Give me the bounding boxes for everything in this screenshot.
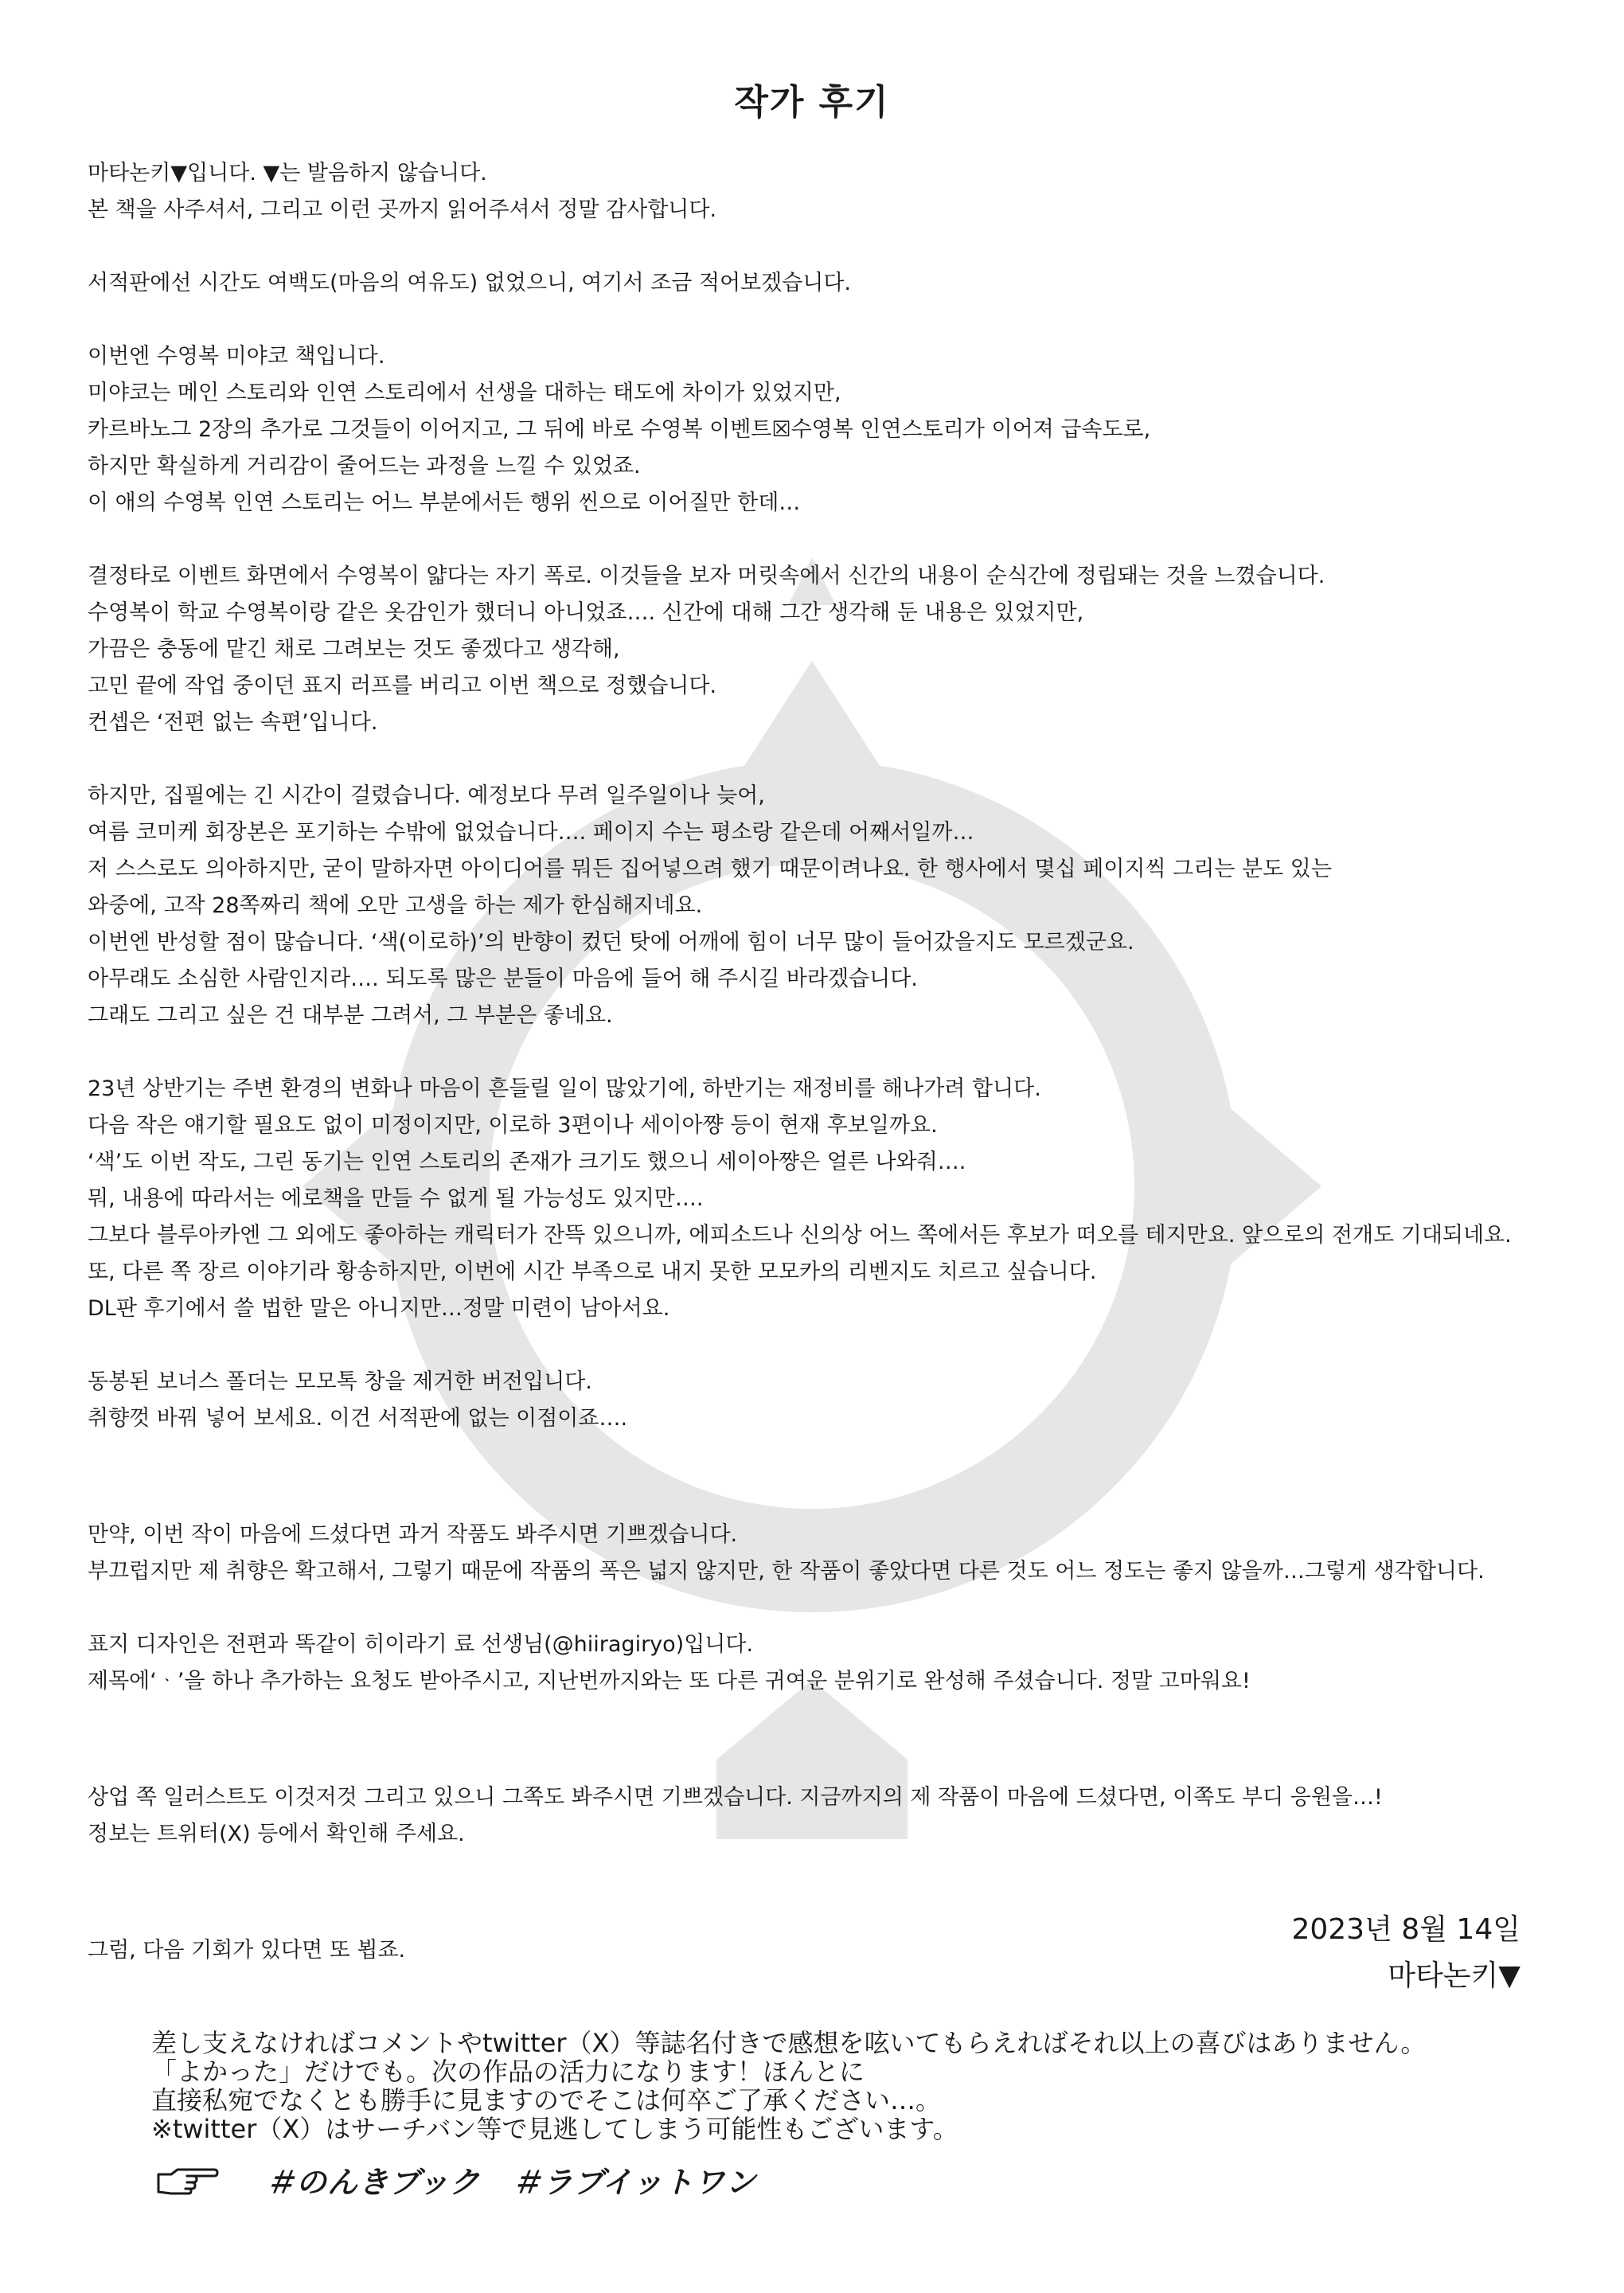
text-line: 취향껏 바꿔 넣어 보세요. 이건 서적판에 없는 이점이죠…. — [88, 1406, 628, 1431]
paragraph — [88, 558, 1584, 741]
text-line: 하지만 확실하게 거리감이 줄어드는 과정을 느낄 수 있었죠. — [88, 454, 641, 479]
note-line: 直接私宛でなくとも勝手に見ますのでそこは何卒ご了承ください…。 — [151, 2085, 942, 2115]
signoff-date: 2023년 8월 14일 — [1291, 1913, 1521, 1946]
paragraph — [88, 1627, 1584, 1700]
japanese-note — [151, 2029, 1584, 2143]
text-line: 이 애의 수영복 인연 스토리는 어느 부분에서든 행위 씬으로 이어질만 한데… — [88, 490, 801, 515]
pointing-hand-icon — [155, 2163, 219, 2195]
paragraph — [88, 265, 1584, 302]
text-line: 마타논키▼입니다. ▼는 발음하지 않습니다. — [88, 161, 487, 186]
text-line: 카르바노그 2장의 추가로 그것들이 이어지고, 그 뒤에 바로 수영복 이벤트☒수영복 인연스토리가 이어져 급속도로, — [88, 417, 1151, 442]
text-line: 서적판에선 시간도 여백도(마음의 여유도) 없었으니, 여기서 조금 적어보겠습니다. — [88, 271, 852, 295]
text-line: 가끔은 충동에 맡긴 채로 그려보는 것도 좋겠다고 생각해, — [88, 637, 620, 662]
hashtag-row — [155, 2159, 756, 2199]
text-line: 하지만, 집필에는 긴 시간이 걸렸습니다. 예정보다 무려 일주일이나 늦어, — [88, 783, 765, 808]
text-line: 결정타로 이벤트 화면에서 수영복이 얇다는 자기 폭로. 이것들을 보자 머릿속에서 신간의 내용이 순식간에 정립돼는 것을 느꼈습니다. — [88, 564, 1325, 588]
text-line: 미야코는 메인 스토리와 인연 스토리에서 선생을 대하는 태도에 차이가 있었지만, — [88, 381, 841, 405]
paragraph — [88, 1779, 1584, 1853]
text-line: 컨셉은 ‘전편 없는 속편’입니다. — [88, 710, 378, 735]
page-title: 작가 후기 — [734, 82, 890, 123]
paragraph — [88, 1071, 1584, 1327]
note-line: ※twitter（X）はサーチバン等で見逃してしまう可能性もございます。 — [151, 2114, 958, 2144]
text-line: DL판 후기에서 쓸 법한 말은 아니지만…정말 미련이 남아서요. — [88, 1296, 670, 1321]
text-line: 뭐, 내용에 따라서는 에로책을 만들 수 없게 될 가능성도 있지만…. — [88, 1186, 704, 1211]
note-line: 「よかった」だけでも。次の作品の活力になります！ほんとに — [151, 2057, 865, 2087]
text-line: 아무래도 소심한 사람인지라…. 되도록 많은 분들이 마음에 들어 해 주시길 바라겠습니다. — [88, 967, 918, 991]
text-line: 이번엔 수영복 미야코 책입니다. — [88, 344, 385, 369]
paragraph — [88, 1517, 1584, 1590]
text-line: 동봉된 보너스 폴더는 모모톡 창을 제거한 버전입니다. — [88, 1369, 592, 1394]
paragraph — [88, 155, 1584, 229]
text-line: 그럼, 다음 기회가 있다면 또 뵙죠. — [88, 1938, 406, 1963]
text-line: 만약, 이번 작이 마음에 드셨다면 과거 작품도 봐주시면 기쁘겠습니다. — [88, 1522, 738, 1547]
text-line: 정보는 트위터(X) 등에서 확인해 주세요. — [88, 1822, 465, 1846]
note-line: 差し支えなければコメントやtwitter（X）等誌名付きで感想を呟いてもらえればそれ以上の喜びはありません。 — [151, 2028, 1427, 2058]
text-line: 제목에‘ᆞ’을 하나 추가하는 요청도 받아주시고, 지난번까지와는 또 다른 귀여운 분위기로 완성해 주셨습니다. 정말 고마워요! — [88, 1669, 1251, 1693]
text-line: 고민 끝에 작업 중이던 표지 러프를 버리고 이번 책으로 정했습니다. — [88, 674, 717, 698]
text-line: 다음 작은 얘기할 필요도 없이 미정이지만, 이로하 3편이나 세이아쨩 등이 현재 후보일까요. — [88, 1113, 938, 1138]
paragraph — [88, 338, 1584, 521]
text-line: 본 책을 사주셔서, 그리고 이런 곳까지 읽어주셔서 정말 감사합니다. — [88, 197, 717, 222]
text-line: 이번엔 반성할 점이 많습니다. ‘색(이로하)’의 반향이 컸던 탓에 어깨에 힘이 너무 많이 들어갔을지도 모르겠군요. — [88, 930, 1134, 955]
text-line: 상업 쪽 일러스트도 이것저것 그리고 있으니 그쪽도 봐주시면 기쁘겠습니다. 지금까지의 제 작품이 마음에 드셨다면, 이쪽도 부디 응원을…! — [88, 1785, 1383, 1810]
text-line: 그보다 블루아카엔 그 외에도 좋아하는 캐릭터가 잔뜩 있으니까, 에피소드나 신의상 어느 쪽에서든 후보가 떠오를 테지만요. 앞으로의 전개도 기대되네요. — [88, 1223, 1512, 1248]
afterword-body — [88, 155, 1584, 2006]
text-line: 그래도 그리고 싶은 건 대부분 그려서, 그 부분은 좋네요. — [88, 1003, 613, 1028]
text-line: 부끄럽지만 제 취향은 확고해서, 그렇기 때문에 작품의 폭은 넓지 않지만, 한 작품이 좋았다면 다른 것도 어느 정도는 좋지 않을까…그렇게 생각합니다. — [88, 1559, 1485, 1584]
hashtags: ＃のんきブック ＃ラブイットワン — [265, 2164, 757, 2200]
signoff — [1291, 1907, 1521, 1999]
text-line: 와중에, 고작 28쪽짜리 책에 오만 고생을 하는 제가 한심해지네요. — [88, 893, 703, 918]
text-line: 23년 상반기는 주변 환경의 변화나 마음이 흔들릴 일이 많았기에, 하반기는 재정비를 해나가려 합니다. — [88, 1076, 1041, 1101]
text-line: 수영복이 학교 수영복이랑 같은 옷감인가 했더니 아니었죠…. 신간에 대해 그간 생각해 둔 내용은 있었지만, — [88, 600, 1084, 625]
text-line: 저 스스로도 의아하지만, 굳이 말하자면 아이디어를 뭐든 집어넣으려 했기 때문이려나요. 한 행사에서 몇십 페이지씩 그리는 분도 있는 — [88, 857, 1332, 881]
text-line: 표지 디자인은 전편과 똑같이 히이라기 료 선생님(@hiiragiryo)입니다. — [88, 1632, 754, 1657]
text-line: ‘색’도 이번 작도, 그린 동기는 인연 스토리의 존재가 크기도 했으니 세이아쨩은 얼른 나와줘…. — [88, 1150, 966, 1174]
paragraph — [88, 1364, 1584, 1437]
text-line: 또, 다른 쪽 장르 이야기라 황송하지만, 이번에 시간 부족으로 내지 못한 모모카의 리벤지도 치르고 싶습니다. — [88, 1260, 1097, 1284]
paragraph — [88, 778, 1584, 1034]
text-line: 여름 코미케 회장본은 포기하는 수밖에 없었습니다…. 페이지 수는 평소랑 같은데 어째서일까… — [88, 820, 974, 845]
signoff-author: 마타논키▼ — [1388, 1959, 1521, 1992]
